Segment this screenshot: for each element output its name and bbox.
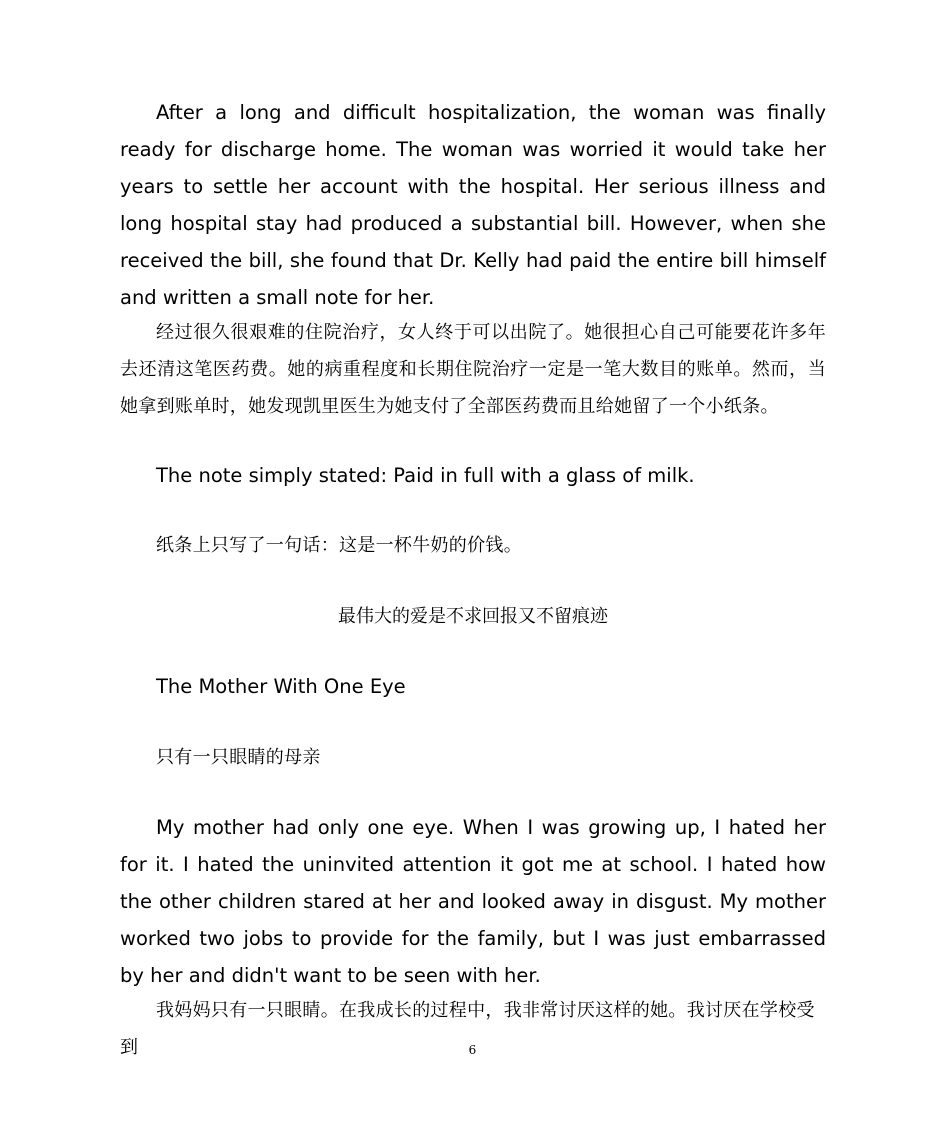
section-heading-cn: 最伟大的爱是不求回报又不留痕迹	[338, 606, 608, 627]
paragraph-en-hospital-bill: After a long and difficult hospitalization, the woman was finally ready for discharge home. The woman was worried it would take her years to settle her account with the hospital. Her serious illness and long hospital stay had produced a substantial bill. However, when she received the bill, she found that Dr. Kelly had paid the entire bill himself and written a small note for her.	[120, 101, 826, 309]
story-title-cn: 只有一只眼睛的母亲	[156, 747, 321, 768]
paragraph-cn-note: 纸条上只写了一句话：这是一杯牛奶的价钱。	[156, 535, 522, 556]
paragraph-en-note: The note simply stated: Paid in full with a glass of milk.	[156, 464, 695, 487]
paragraph-cn-mother: 我妈妈只有一只眼睛。在我成长的过程中，我非常讨厌这样的她。我讨厌在学校受到	[120, 1000, 815, 1058]
paragraph-en-mother: My mother had only one eye. When I was growing up, I hated her for it. I hated the uninvited attention it got me at school. I hated how the other children stared at her and looked away in disgust. My mother worked two jobs to provide for the family, but I was just embarrassed by her and didn't want to be seen with her.	[120, 816, 826, 987]
story-title-en: The Mother With One Eye	[156, 675, 406, 698]
page-number: 6	[468, 1043, 477, 1057]
paragraph-cn-hospital-bill: 经过很久很艰难的住院治疗，女人终于可以出院了。她很担心自己可能要花许多年去还清这笔医药费。她的病重程度和长期住院治疗一定是一笔大数目的账单。然而，当她拿到账单时，她发现凯里医生为她支付了全部医药费而且给她留了一个小纸条。	[120, 322, 826, 417]
